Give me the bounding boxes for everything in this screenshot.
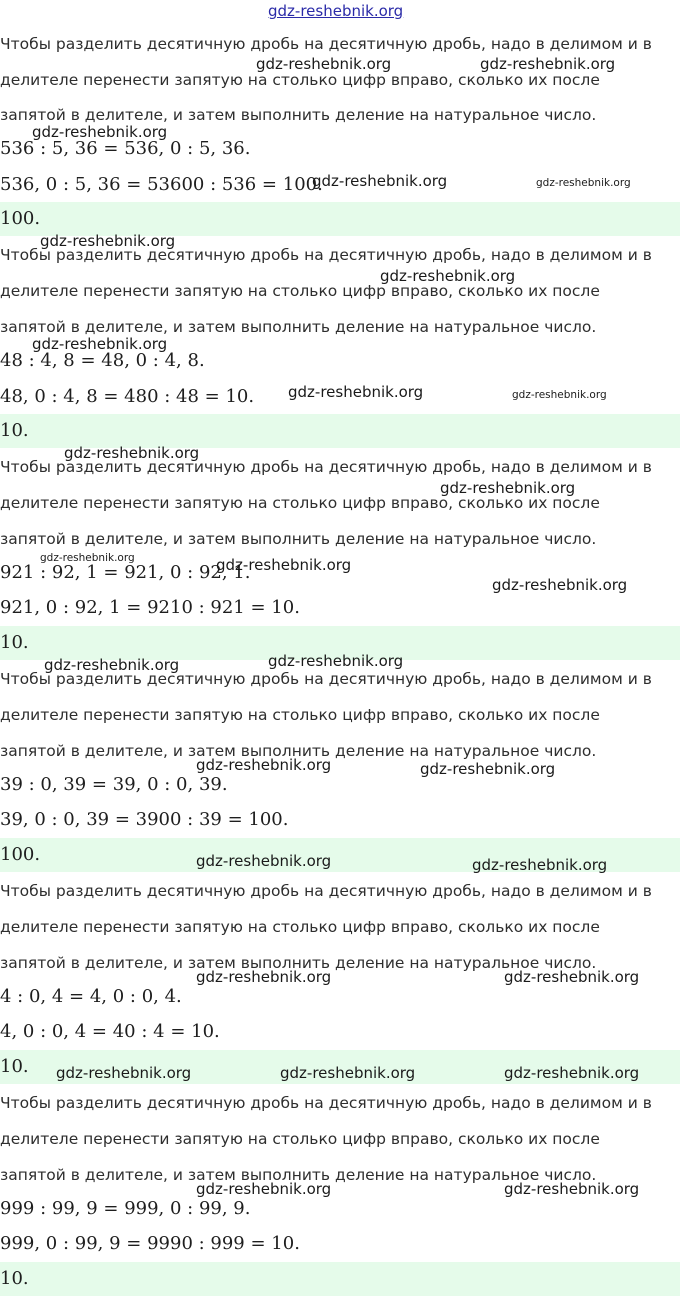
- watermark: gdz-reshebnik.org: [504, 1064, 640, 1082]
- watermark: gdz-reshebnik.org: [32, 123, 168, 141]
- step-1: 39 : 0, 39 = 39, 0 : 0, 39.: [0, 774, 228, 795]
- watermark: gdz-reshebnik.org: [196, 1180, 332, 1198]
- step-2: 536, 0 : 5, 36 = 53600 : 536 = 100.: [0, 174, 323, 195]
- rule-line-2: делителе перенести запятую на столько цифр вправо, сколько их после: [0, 918, 600, 936]
- rule-line-3: запятой в делителе, и затем выполнить деление на натуральное число.: [0, 530, 597, 548]
- rule-line-3: запятой в делителе, и затем выполнить деление на натуральное число.: [0, 742, 597, 760]
- watermark: gdz-reshebnik.org: [288, 383, 424, 401]
- watermark: gdz-reshebnik.org: [512, 389, 607, 401]
- answer-row: [0, 414, 680, 448]
- rule-line-3: запятой в делителе, и затем выполнить деление на натуральное число.: [0, 1166, 597, 1184]
- step-2: 999, 0 : 99, 9 = 9990 : 999 = 10.: [0, 1233, 300, 1254]
- watermark: gdz-reshebnik.org: [40, 552, 135, 564]
- watermark: gdz-reshebnik.org: [32, 335, 168, 353]
- watermark: gdz-reshebnik.org: [480, 55, 616, 73]
- rule-line-1: Чтобы разделить десятичную дробь на десятичную дробь, надо в делимом и в: [0, 458, 652, 476]
- watermark: gdz-reshebnik.org: [440, 479, 576, 497]
- answer-text: 100.: [0, 208, 41, 229]
- watermark: gdz-reshebnik.org: [312, 172, 448, 190]
- watermark: gdz-reshebnik.org: [256, 55, 392, 73]
- answer-text: 10.: [0, 420, 29, 441]
- rule-line-1: Чтобы разделить десятичную дробь на десятичную дробь, надо в делимом и в: [0, 1094, 652, 1112]
- step-2: 4, 0 : 0, 4 = 40 : 4 = 10.: [0, 1021, 220, 1042]
- watermark: gdz-reshebnik.org: [64, 444, 200, 462]
- answer-text: 100.: [0, 844, 41, 865]
- watermark: gdz-reshebnik.org: [536, 177, 631, 189]
- watermark: gdz-reshebnik.org: [44, 656, 180, 674]
- rule-line-3: запятой в делителе, и затем выполнить деление на натуральное число.: [0, 318, 597, 336]
- step-1: 921 : 92, 1 = 921, 0 : 92, 1.: [0, 562, 251, 583]
- rule-line-2: делителе перенести запятую на столько цифр вправо, сколько их после: [0, 494, 600, 512]
- rule-line-2: делителе перенести запятую на столько цифр вправо, сколько их после: [0, 282, 600, 300]
- answer-text: 10.: [0, 1056, 29, 1077]
- answer-row: [0, 202, 680, 236]
- answer-row: [0, 1262, 680, 1296]
- rule-line-1: Чтобы разделить десятичную дробь на десятичную дробь, надо в делимом и в: [0, 246, 652, 264]
- step-1: 48 : 4, 8 = 48, 0 : 4, 8.: [0, 350, 205, 371]
- watermark: gdz-reshebnik.org: [196, 968, 332, 986]
- rule-line-1: Чтобы разделить десятичную дробь на десятичную дробь, надо в делимом и в: [0, 670, 652, 688]
- watermark: gdz-reshebnik.org: [216, 556, 352, 574]
- answer-text: 10.: [0, 632, 29, 653]
- rule-line-2: делителе перенести запятую на столько цифр вправо, сколько их после: [0, 706, 600, 724]
- step-1: 999 : 99, 9 = 999, 0 : 99, 9.: [0, 1198, 251, 1219]
- step-2: 48, 0 : 4, 8 = 480 : 48 = 10.: [0, 386, 255, 407]
- watermark: gdz-reshebnik.org: [380, 267, 516, 285]
- watermark: gdz-reshebnik.org: [472, 856, 608, 874]
- watermark: gdz-reshebnik.org: [56, 1064, 192, 1082]
- step-2: 921, 0 : 92, 1 = 9210 : 921 = 10.: [0, 597, 300, 618]
- rule-line-2: делителе перенести запятую на столько цифр вправо, сколько их после: [0, 71, 600, 89]
- watermark: gdz-reshebnik.org: [420, 760, 556, 778]
- watermark: gdz-reshebnik.org: [196, 756, 332, 774]
- step-1: 536 : 5, 36 = 536, 0 : 5, 36.: [0, 138, 251, 159]
- step-2: 39, 0 : 0, 39 = 3900 : 39 = 100.: [0, 809, 289, 830]
- rule-line-3: запятой в делителе, и затем выполнить деление на натуральное число.: [0, 954, 597, 972]
- answer-text: 10.: [0, 1268, 29, 1289]
- watermark: gdz-reshebnik.org: [492, 576, 628, 594]
- watermark: gdz-reshebnik.org: [196, 852, 332, 870]
- watermark: gdz-reshebnik.org: [504, 1180, 640, 1198]
- rule-line-2: делителе перенести запятую на столько цифр вправо, сколько их после: [0, 1130, 600, 1148]
- watermark: gdz-reshebnik.org: [268, 652, 404, 670]
- watermark: gdz-reshebnik.org: [280, 1064, 416, 1082]
- watermark-link[interactable]: gdz-reshebnik.org: [268, 2, 404, 20]
- step-1: 4 : 0, 4 = 4, 0 : 0, 4.: [0, 986, 182, 1007]
- rule-line-1: Чтобы разделить десятичную дробь на десятичную дробь, надо в делимом и в: [0, 882, 652, 900]
- rule-line-3: запятой в делителе, и затем выполнить деление на натуральное число.: [0, 106, 597, 124]
- rule-line-1: Чтобы разделить десятичную дробь на десятичную дробь, надо в делимом и в: [0, 35, 652, 53]
- watermark: gdz-reshebnik.org: [40, 232, 176, 250]
- watermark: gdz-reshebnik.org: [504, 968, 640, 986]
